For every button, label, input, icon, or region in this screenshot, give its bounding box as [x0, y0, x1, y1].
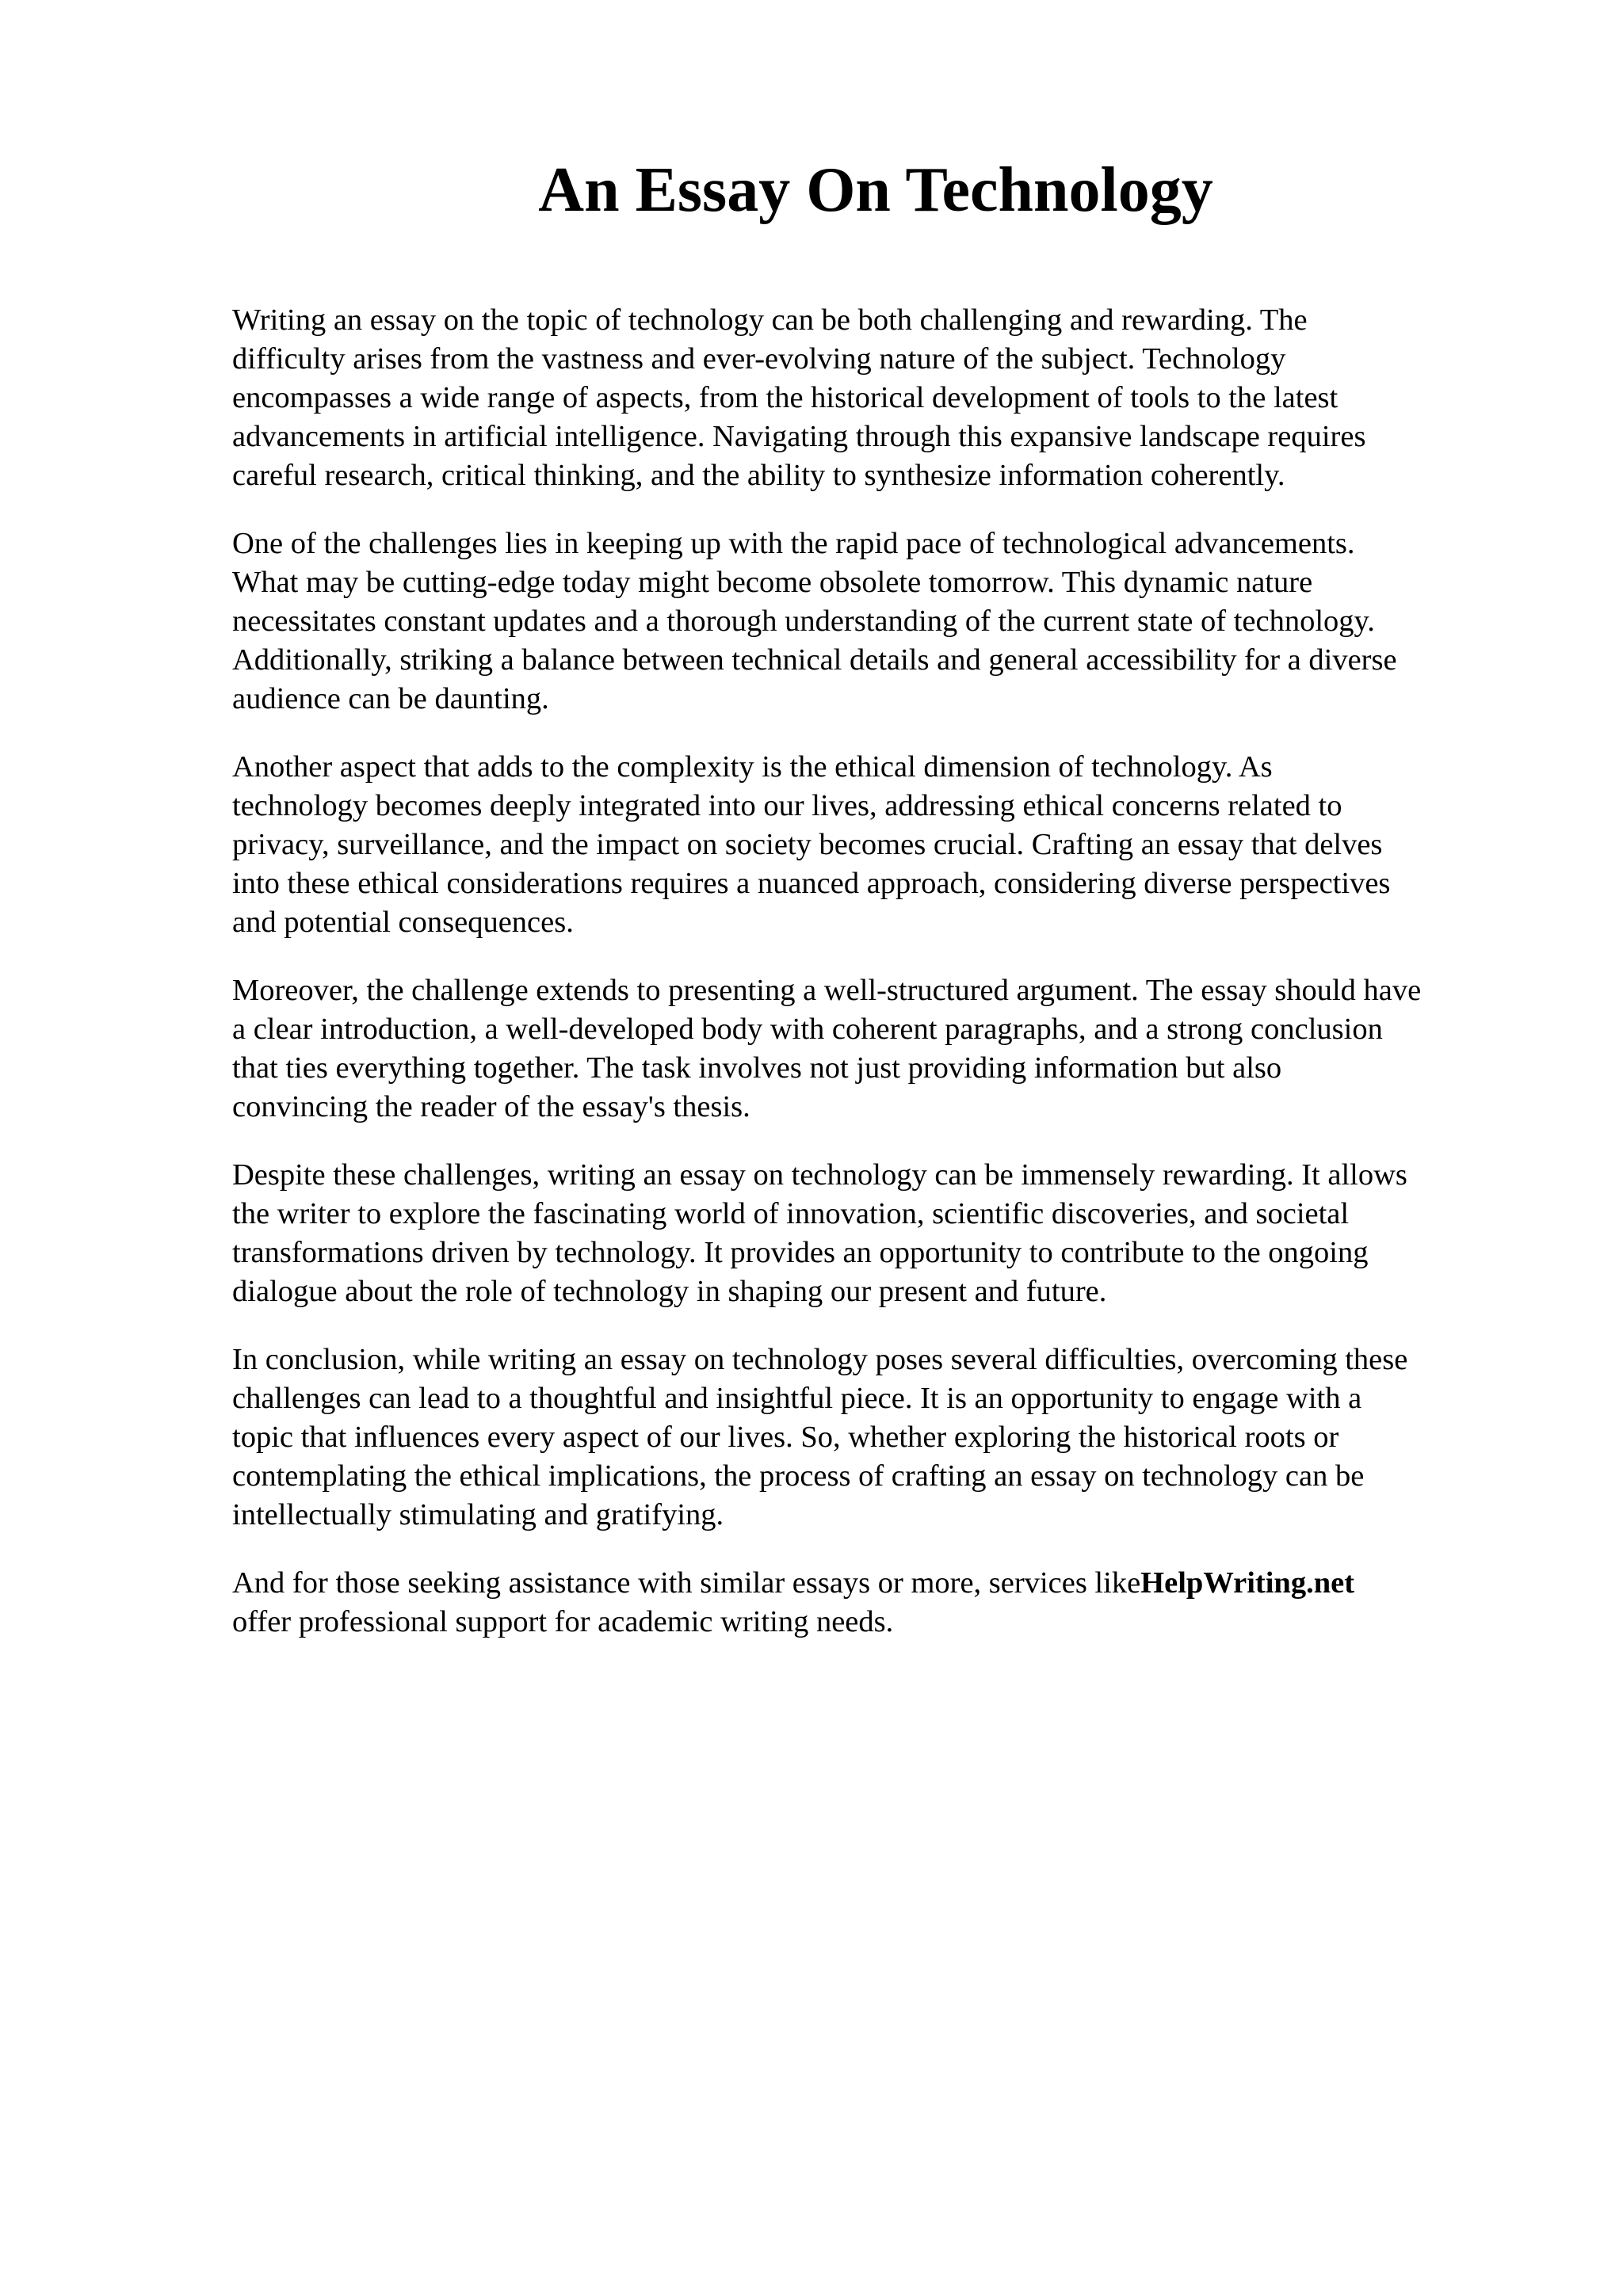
paragraph-line: a clear introduction, a well-developed body with coherent paragraphs, and a strong conclusion [232, 1013, 1383, 1046]
document-body [232, 301, 1564, 1671]
paragraph-line: the writer to explore the fascinating world of innovation, scientific discoveries, and societal [232, 1197, 1350, 1230]
brand-name: HelpWriting.net [1140, 1566, 1355, 1600]
closing-text: And for those seeking assistance with similar essays or more, services like [232, 1566, 1141, 1600]
paragraph-line: transformations driven by technology. It provides an opportunity to contribute to the ongoing [232, 1236, 1369, 1269]
paragraph-line: dialogue about the role of technology in shaping our present and future. [232, 1275, 1107, 1308]
paragraph-line: topic that influences every aspect of our lives. So, whether exploring the historical roots or [232, 1421, 1339, 1454]
paragraph-line: Additionally, striking a balance between technical details and general accessibility for a diverse [232, 643, 1397, 677]
paragraph-line: What may be cutting-edge today might become obsolete tomorrow. This dynamic nature [232, 566, 1313, 599]
paragraph-line: and potential consequences. [232, 906, 574, 939]
paragraph-4 [232, 971, 1564, 1127]
paragraph-line: careful research, critical thinking, and the ability to synthesize information coherently. [232, 459, 1285, 492]
paragraph-line: audience can be daunting. [232, 682, 549, 715]
paragraph-line: that ties everything together. The task involves not just providing information but also [232, 1051, 1282, 1085]
paragraph-6 [232, 1341, 1564, 1535]
closing-line-1 [232, 1564, 1564, 1603]
paragraph-line: privacy, surveillance, and the impact on society becomes crucial. Crafting an essay that delves [232, 828, 1383, 861]
paragraph-line: Despite these challenges, writing an essay on technology can be immensely rewarding. It allows [232, 1158, 1407, 1192]
paragraph-line: difficulty arises from the vastness and ever-evolving nature of the subject. Technology [232, 342, 1286, 376]
paragraph-line: challenges can lead to a thoughtful and insightful piece. It is an opportunity to engage with a [232, 1382, 1362, 1415]
closing-line-2: offer professional support for academic writing needs. [232, 1605, 894, 1638]
paragraph-line: In conclusion, while writing an essay on technology poses several difficulties, overcoming these [232, 1343, 1408, 1376]
paragraph-line: technology becomes deeply integrated into our lives, addressing ethical concerns related to [232, 789, 1342, 822]
paragraph-line: contemplating the ethical implications, the process of crafting an essay on technology can be [232, 1459, 1365, 1493]
paragraph-line: encompasses a wide range of aspects, from the historical development of tools to the latest [232, 381, 1338, 414]
paragraph-line: Another aspect that adds to the complexity is the ethical dimension of technology. As [232, 750, 1273, 784]
paragraph-3 [232, 748, 1564, 942]
paragraph-line: advancements in artificial intelligence. Navigating through this expansive landscape requires [232, 420, 1366, 453]
paragraph-line: into these ethical considerations requires a nuanced approach, considering diverse perspectives [232, 867, 1391, 900]
paragraph-line: convincing the reader of the essay's thesis. [232, 1090, 750, 1123]
paragraph-line: necessitates constant updates and a thorough understanding of the current state of technology. [232, 605, 1375, 638]
paragraph-2 [232, 524, 1564, 719]
paragraph-line: Moreover, the challenge extends to presenting a well-structured argument. The essay should have [232, 974, 1422, 1007]
paragraph-line: One of the challenges lies in keeping up with the rapid pace of technological advancements. [232, 527, 1355, 560]
paragraph-line: intellectually stimulating and gratifying. [232, 1498, 724, 1531]
paragraph-5 [232, 1156, 1564, 1311]
closing-paragraph [232, 1564, 1564, 1642]
paragraph-line: Writing an essay on the topic of technology can be both challenging and rewarding. The [232, 303, 1308, 337]
document-title: An Essay On Technology [538, 155, 1213, 225]
paragraph-1 [232, 301, 1564, 495]
